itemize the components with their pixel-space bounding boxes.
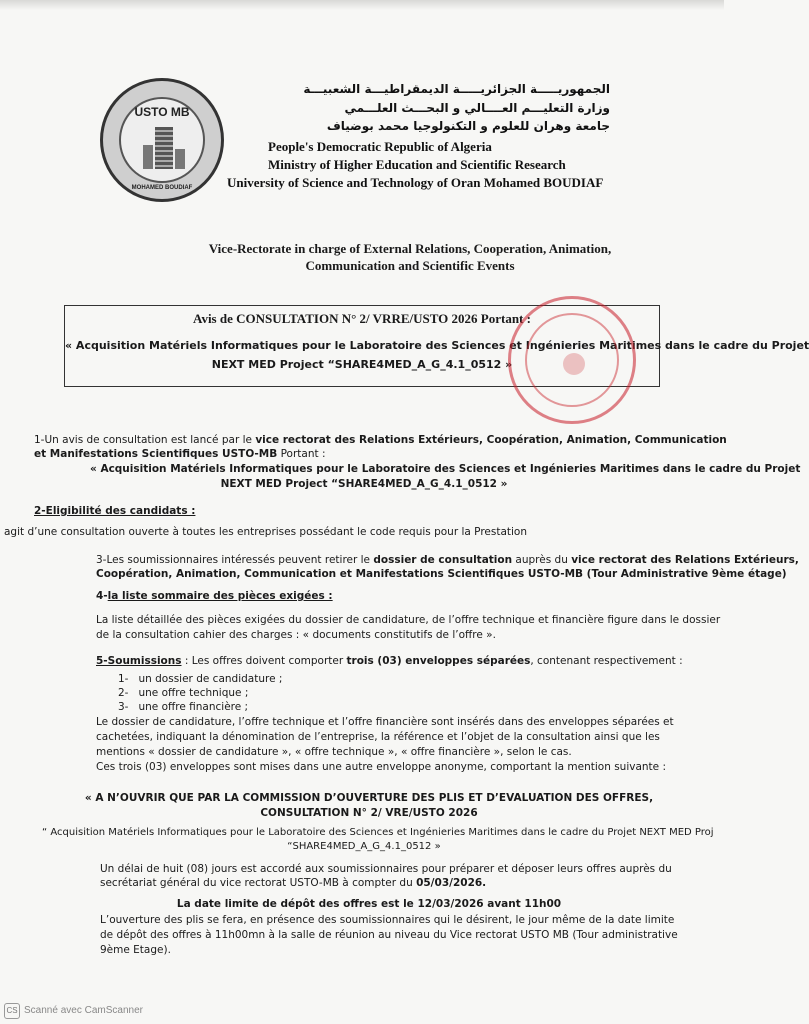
mention-line2: CONSULTATION N° 2/ VRE/USTO 2026 bbox=[260, 807, 478, 819]
stamp-emblem bbox=[563, 353, 585, 375]
logo-building-left bbox=[143, 145, 153, 169]
logo-tower-graphic bbox=[155, 127, 173, 169]
delay-line2 bbox=[100, 876, 486, 890]
s5-c: , contenant respectivement : bbox=[530, 655, 683, 667]
arabic-ministry: وزارة التعليـــم العــــالي و البحـــث العلـــمي bbox=[344, 101, 610, 115]
section1-line1 bbox=[34, 433, 727, 447]
deadline-para3: 9ème Etage). bbox=[100, 944, 171, 956]
section4-line2: de la consultation cahier des charges : « documents constitutifs de l’offre ». bbox=[96, 629, 496, 641]
deadline-para2: de dépôt des offres à 11h00mn à la salle de réunion au niveau du Vice rectorat USTO MB (Tour administrative bbox=[100, 929, 678, 941]
section3-line2: Coopération, Animation, Communication et Manifestations Scientifiques USTO-MB (Tour Administrative 9ème étage) bbox=[96, 568, 787, 580]
delay-text: secrétariat général du vice rectorat USTO-MB à compter du bbox=[100, 877, 417, 889]
stamp-inner-ring bbox=[525, 313, 619, 407]
list-num: 3- bbox=[118, 701, 129, 713]
notice-subject-line2: NEXT MED Project “SHARE4MED_A_G_4.1_0512 » bbox=[211, 358, 513, 371]
mention-line4: “SHARE4MED_A_G_4.1_0512 » bbox=[287, 841, 441, 852]
s4-num: 4- bbox=[96, 590, 108, 602]
section5-para4: Ces trois (03) enveloppes sont mises dans une autre enveloppe anonyme, comportant la mention suivante : bbox=[96, 761, 666, 773]
s1-text-c: et Manifestations Scientifiques USTO-MB bbox=[34, 448, 278, 460]
vice-rectorate-line1: Vice-Rectorate in charge of External Relations, Cooperation, Animation, bbox=[208, 241, 612, 256]
logo-bottom-text: MOHAMED BOUDIAF bbox=[131, 185, 193, 191]
section1-line2 bbox=[34, 447, 325, 461]
section4-heading bbox=[96, 589, 333, 603]
s1-text-a: 1-Un avis de consultation est lancé par le bbox=[34, 434, 256, 446]
section1-subject-line1: « Acquisition Matériels Informatiques pour le Laboratoire des Sciences et Ingénieries Maritimes dans le cadre du Projet bbox=[90, 463, 801, 475]
section1-subject-line2: NEXT MED Project “SHARE4MED_A_G_4.1_0512 » bbox=[220, 478, 508, 490]
section5-para1: Le dossier de candidature, l’offre technique et l’offre financière sont insérés dans des enveloppes séparées et bbox=[96, 716, 674, 728]
section2-text: agit d’une consultation ouverte à toutes les entreprises possédant le code requis pour la Prestation bbox=[4, 526, 527, 538]
s3-a: 3-Les soumissionnaires intéressés peuvent retirer le bbox=[96, 554, 374, 566]
s5-b: trois (03) enveloppes séparées bbox=[346, 655, 531, 667]
section5-intro bbox=[96, 654, 683, 668]
list-text: une offre financière ; bbox=[138, 701, 249, 713]
list-num: 2- bbox=[118, 687, 129, 699]
notice-title: Avis de CONSULTATION N° 2/ VRRE/USTO 2026 Portant : bbox=[193, 311, 531, 326]
vice-rectorate-line2: Communication and Scientific Events bbox=[305, 258, 515, 273]
logo-inner-circle bbox=[119, 97, 205, 183]
mention-line3: “ Acquisition Matériels Informatiques pour le Laboratoire des Sciences et Ingénieries Maritimes dans le cadre du Projet NEXT MED Proj bbox=[42, 827, 714, 838]
section2-heading: 2-Eligibilité des candidats : bbox=[34, 505, 196, 517]
list-text: un dossier de candidature ; bbox=[138, 673, 283, 685]
section5-para2: cachetées, indiquant la dénomination de l’entreprise, la référence et l’objet de la consultation ainsi que les bbox=[96, 731, 660, 743]
logo-building-right bbox=[175, 149, 185, 169]
header-university: University of Science and Technology of Oran Mohamed BOUDIAF bbox=[227, 175, 604, 190]
header-ministry: Ministry of Higher Education and Scientific Research bbox=[268, 157, 566, 172]
logo-text: USTO MB bbox=[134, 105, 190, 119]
list-text: une offre technique ; bbox=[138, 687, 249, 699]
s3-d: vice rectorat des Relations Extérieurs, bbox=[571, 554, 799, 566]
s1-text-b: vice rectorat des Relations Extérieurs, Coopération, Animation, Communication bbox=[255, 434, 727, 446]
section5-para3: mentions « dossier de candidature », « offre technique », « offre financière », selon le cas. bbox=[96, 746, 572, 758]
notice-subject-line1: « Acquisition Matériels Informatiques pour le Laboratoire des Sciences et Ingénieries Maritimes dans le cadre du Projet bbox=[65, 339, 809, 352]
university-logo bbox=[100, 78, 224, 202]
official-stamp bbox=[508, 296, 636, 424]
scan-top-edge bbox=[0, 0, 724, 10]
camscanner-text: Scanné avec CamScanner bbox=[24, 1005, 143, 1016]
list-num: 1- bbox=[118, 673, 129, 685]
s5-a: : Les offres doivent comporter bbox=[181, 655, 347, 667]
s4-title: la liste sommaire des pièces exigées : bbox=[107, 590, 333, 602]
mention-line1: « A N’OUVRIR QUE PAR LA COMMISSION D’OUVERTURE DES PLIS ET D’EVALUATION DES OFFRES, bbox=[84, 792, 654, 804]
deadline-line: La date limite de dépôt des offres est le 12/03/2026 avant 11h00 bbox=[176, 898, 562, 910]
camscanner-watermark bbox=[4, 1003, 143, 1019]
s3-c: auprès du bbox=[512, 554, 572, 566]
deadline-para1: L’ouverture des plis se fera, en présence des soumissionnaires qui le désirent, le jour même de la date limite bbox=[100, 914, 675, 926]
section3-line1 bbox=[96, 553, 799, 567]
delay-line1: Un délai de huit (08) jours est accordé aux soumissionnaires pour préparer et déposer leurs offres auprès du bbox=[100, 863, 672, 875]
camscanner-icon: CS bbox=[4, 1003, 20, 1019]
header-republic: People's Democratic Republic of Algeria bbox=[268, 139, 492, 154]
arabic-republic: الجمهوريـــــة الجزائريـــــة الديمقراطيـــة الشعبيـــة bbox=[303, 82, 610, 96]
arabic-university: جامعة وهران للعلوم و التكنولوجيا محمد بوضياف bbox=[326, 119, 610, 133]
list-item bbox=[118, 700, 248, 714]
s3-b: dossier de consultation bbox=[373, 554, 513, 566]
section4-line1: La liste détaillée des pièces exigées du dossier de candidature, de l’offre technique et financière figure dans le dossier bbox=[96, 614, 721, 626]
list-item bbox=[118, 672, 282, 686]
list-item bbox=[118, 686, 248, 700]
s5-heading: 5-Soumissions bbox=[96, 655, 182, 667]
delay-date: 05/03/2026. bbox=[416, 877, 487, 889]
s1-text-d: Portant : bbox=[277, 448, 326, 460]
